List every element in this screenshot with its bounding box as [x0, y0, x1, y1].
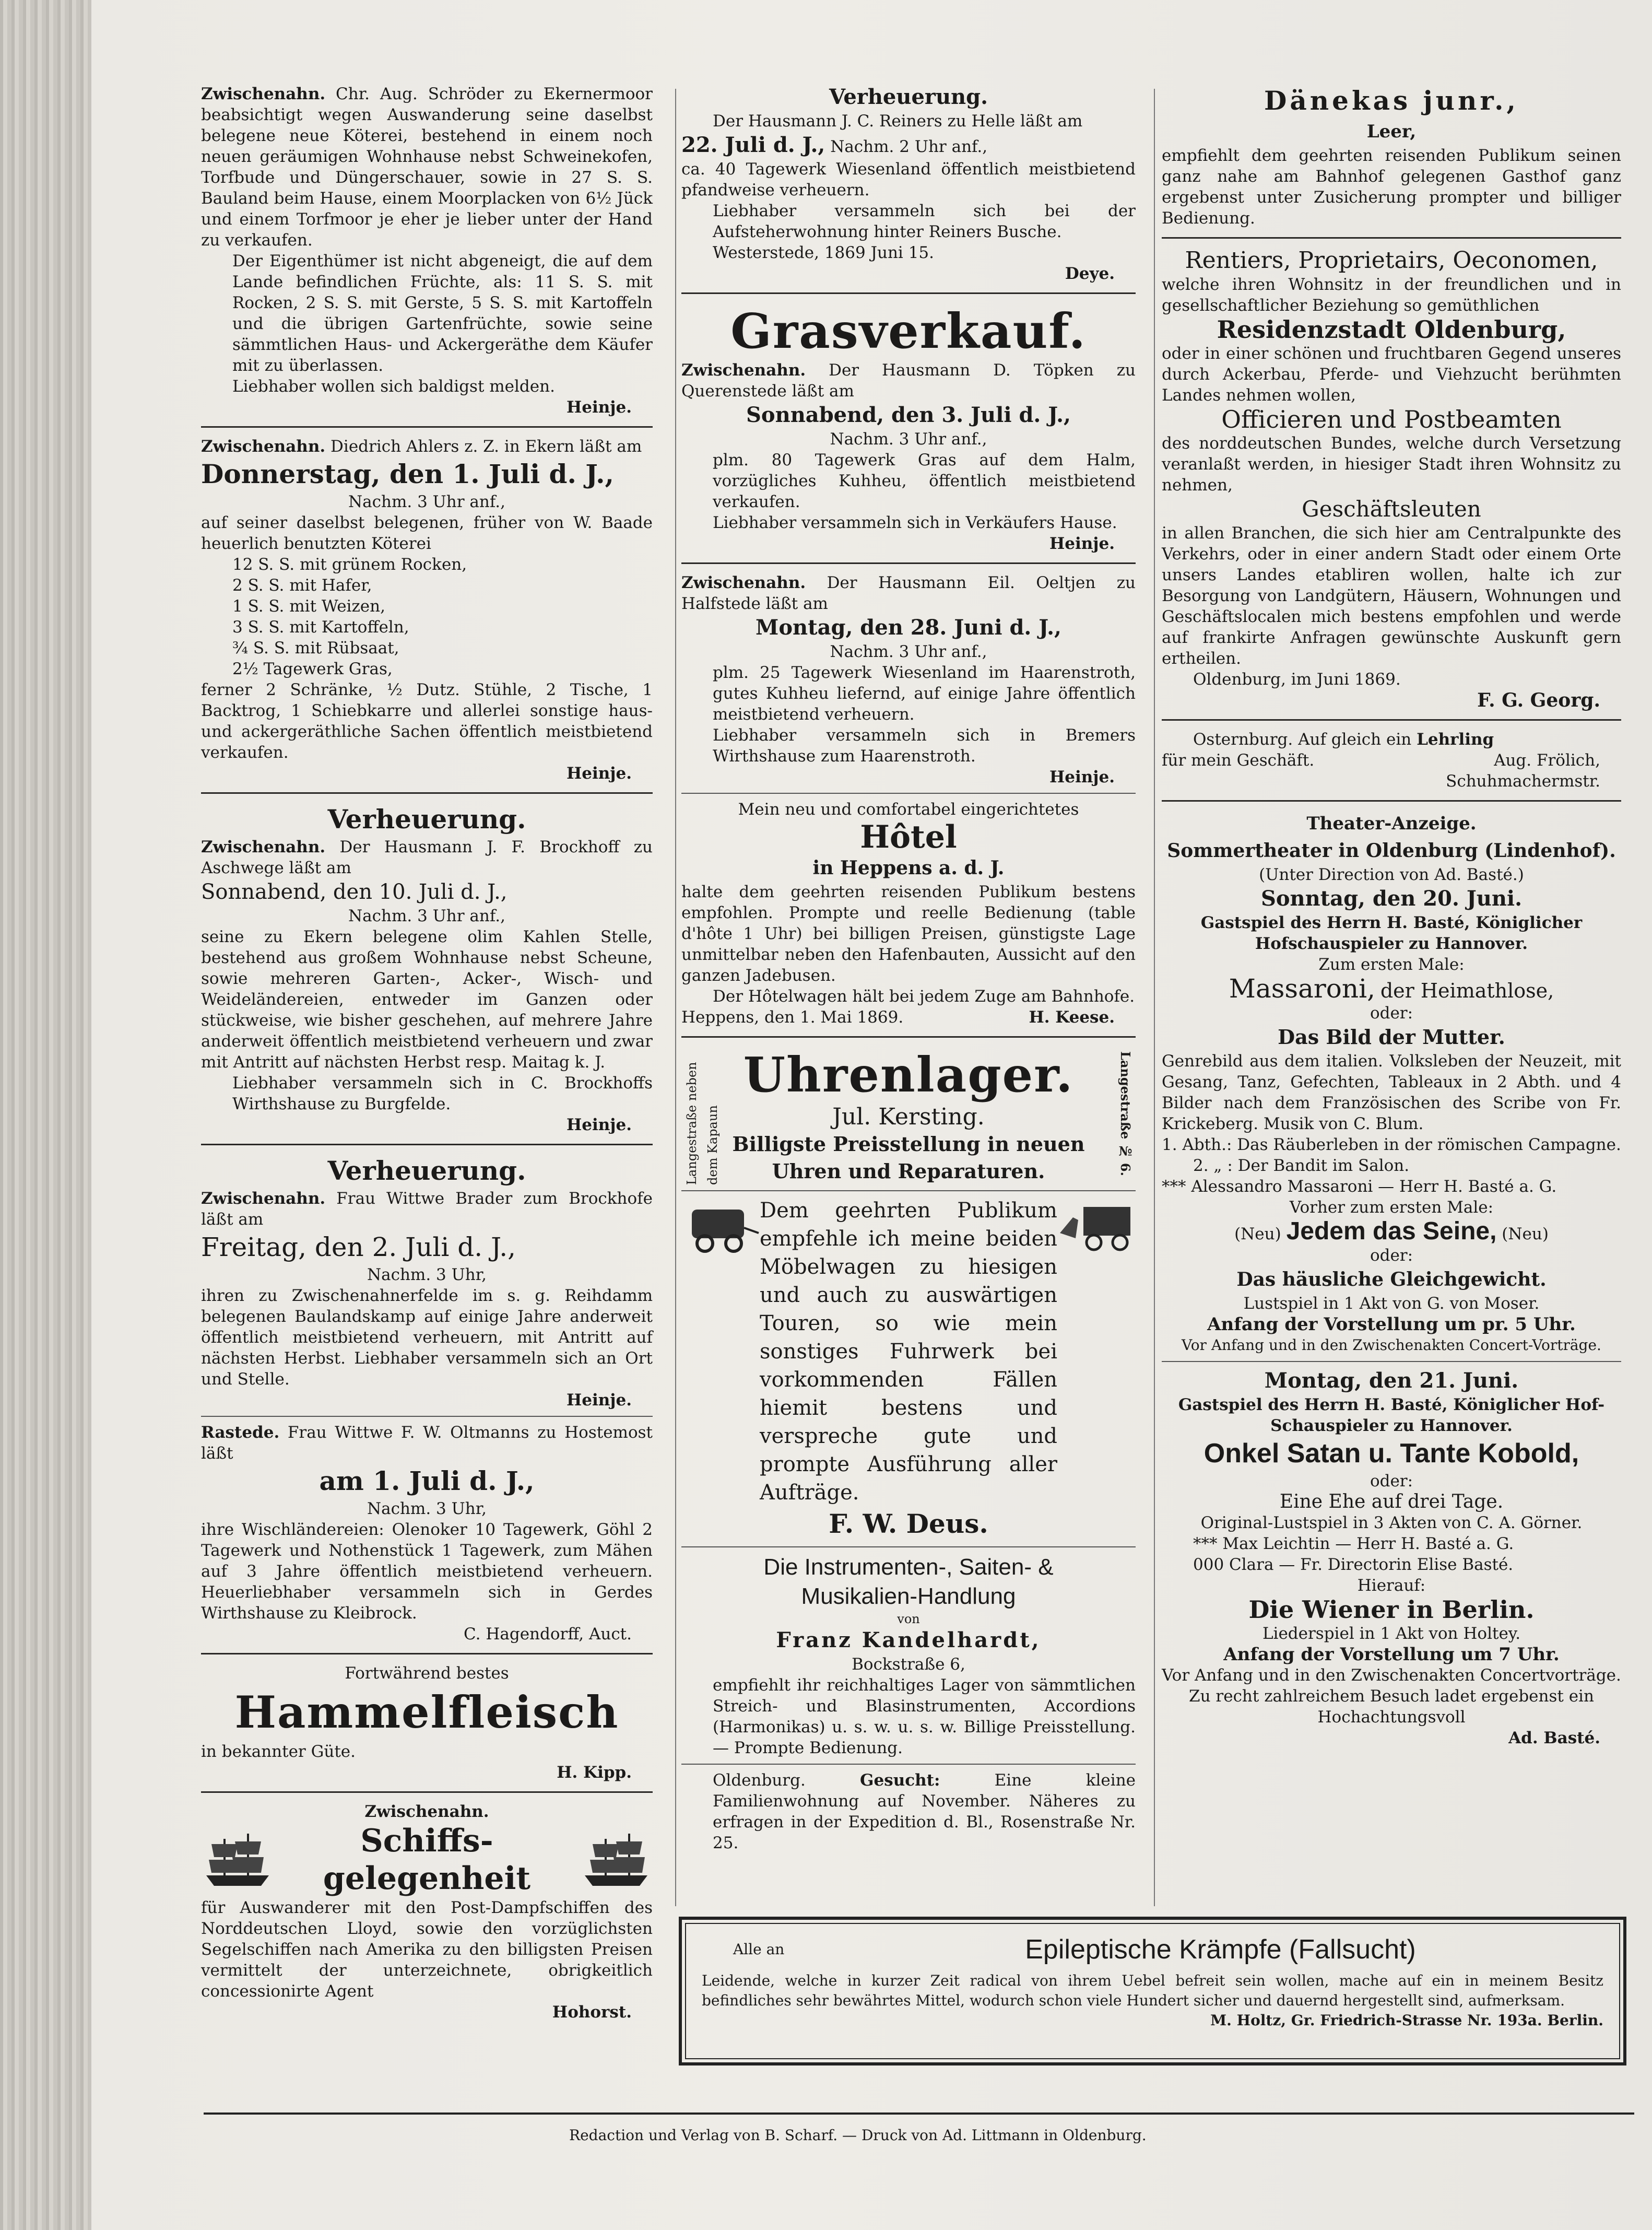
column-divider: [1154, 89, 1155, 1906]
ad-georg: Rentiers, Proprietairs, Oeconomen, welche ihren Wohnsitz in der freundlichen und in gesellschaftlicher Beziehung so gemüthlichen Residenzstadt Oldenburg, oder in einer schönen und fruchtbaren Gegend unseres durch Ackerbau, Pferde- und Viehzucht berühmten Landes nehmen wollen, Officieren und Postbeamten des norddeutschen Bundes, welche durch Versetzung veranlaßt werden, in hiesiger Stadt ihren Wohnsitz zu nehmen, Geschäftsleuten in allen Branchen, die sich hier am Centralpunkte des Verkehrs, oder in einer andern Stadt oder einem Orte unsers Landes etabliren wollen, halte ich zur Besorgung von Landgütern, Häusern, Wohnungen und Geschäftslocalen mich bestens empfohlen und werde auf frankirte Anfragen gewünschte Auskunft gern ertheilen. Oldenburg, im Juni 1869. F. G. Georg.: [1162, 247, 1621, 711]
ad-froelich: Osternburg. Auf gleich ein Lehrling für mein Geschäft. Aug. Frölich, Schuhmachermstr.: [1162, 730, 1600, 791]
divider: [201, 1416, 653, 1417]
ad-reiners: Verheuerung. Der Hausmann J. C. Reiners zu Helle läßt am 22. Juli d. J., Nachm. 2 Uhr anf., ca. 40 Tagewerk Wiesenland öffentlich meistbietend pfandweise verheuern. Liebhaber versammeln sich bei der Aufsteherwohnung hinter Reiners Busche. Westerstede, 1869 Juni 15. Deye.: [681, 85, 1136, 283]
ad-keese: Mein neu und comfortabel eingerichtetes Hôtel in Heppens a. d. J. halte dem geehrten reisenden Publikum bestens empfohlen. Prompte und reelle Bedienung (table d'hôte 1 Uhr) bei billigen Preisen, günstigste Lage unmittelbar neben den Hafenbauten, Aussicht auf den ganzen Jadebusen. Der Hôtelwagen hält bei jedem Zuge am Bahnhofe. Heppens, den 1. Mai 1869. H. Keese.: [681, 800, 1136, 1027]
divider: [201, 426, 653, 428]
ad-daenekas: Dänekas junr., Leer, empfiehlt dem geehrten reisenden Publikum seinen ganz nahe am Bahnhof gelegenen Gasthof ganz ergebenst unter Zusicherung prompter und billiger Bedienung.: [1162, 85, 1621, 228]
ad-gesucht: Oldenburg. Gesucht: Eine kleine Familienwohnung auf November. Näheres zu erfragen in der Expedition d. Bl., Rosenstraße Nr. 25.: [713, 1771, 1136, 1852]
divider: [681, 793, 1136, 794]
column-1: [201, 84, 653, 2023]
column-divider: [675, 89, 676, 1906]
ad-deus: Dem geehrten Publikum empfehle ich meine beiden Möbelwagen zu hiesigen und auch zu auswärtigen Touren, so wie mein sonstiges Fuhrwerk bei vorkommenden Fällen hiemit bestens und verspreche gute und prompte Ausführung aller Aufträge. F. W. Deus.: [681, 1196, 1136, 1541]
epilepsy-ad-box: Alle an Epileptische Krämpfe (Fallsucht) Leidende, welche in kurzer Zeit radical von ihrem Uebel befreit sein wollen, mache auf ein in meinem Besitz befindliches sehr bewährtes Mittel, wodurch schon viele Hundert sicher und dauernd hergestellt sind, aufmerksam. M. Holtz, Gr. Friedrich-Strasse Nr. 193a. Berlin.: [679, 1917, 1626, 2065]
book-spine: [0, 0, 91, 2230]
divider: [681, 562, 1136, 564]
divider: [681, 1036, 1136, 1038]
ad-ahlers: Zwischenahn. Diedrich Ahlers z. Z. in Ekern läßt am Donnerstag, den 1. Juli d. J., Nachm. 3 Uhr anf., auf seiner daselbst belegenen, früher von W. Baade heuerlich benutzten Köterei 12 S. S. mit grünem Rocken, 2 S. S. mit Hafer, 1 S. S. mit Weizen, 3 S. S. mit Kartoffeln, ¾ S. S. mit Rübsaat, 2½ Tagewerk Gras, ferner 2 Schränke, ½ Dutz. Stühle, 2 Tische, 1 Backtrog, 1 Schiebkarre und allerlei sonstige haus- und ackergeräthliche Sachen öffentlich meistbietend verkaufen. Heinje.: [201, 437, 653, 783]
divider: [201, 1144, 653, 1145]
divider: [681, 1764, 1136, 1765]
ad-brader: Verheuerung. Zwischenahn. Frau Wittwe Brader zum Brockhofe läßt am Freitag, den 2. Juli d. J., Nachm. 3 Uhr, ihren zu Zwischenahnerfelde im s. g. Reihdamm belegenen Baulandskamp auf einige Jahre anderweit öffentlich meistbietend verheuern, mit Antritt auf nächsten Herbst. Liebhaber versammeln sich an Ort und Stelle. Heinje.: [201, 1155, 653, 1410]
ad-brockhoff: Verheuerung. Zwischenahn. Der Hausmann J. F. Brockhoff zu Aschwege läßt am Sonnabend, den 10. Juli d. J., Nachm. 3 Uhr anf., seine zu Ekern belegene olim Kahlen Stelle, bestehend aus großem Wohnhause nebst Scheune, sowie mehreren Garten-, Acker-, Wisch- und Weideländereien, entweder im Ganzen oder stückweise, wie bisher geschehen, auf mehrere Jahre anderweit öffentlich meistbietend verheuern und zwar mit Antritt auf nächsten Herbst resp. Maitag k. J. Liebhaber versammeln sich in C. Brockhoffs Wirthshause zu Burgfelde. Heinje.: [201, 804, 653, 1134]
ad-kipp: Fortwährend bestes Hammelfleisch in bekannter Güte. H. Kipp.: [201, 1664, 632, 1782]
divider: [681, 1546, 1136, 1547]
divider: [681, 1190, 1136, 1191]
sailing-ship-icon: [201, 1828, 274, 1891]
divider: [681, 292, 1136, 294]
ad-oeltjen: Zwischenahn. Der Hausmann Eil. Oeltjen zu Halfstede läßt am Montag, den 28. Juni d. J., Nachm. 3 Uhr anf., plm. 25 Tagewerk Wiesenland im Haarenstroth, gutes Kuhheu liefernd, auf einige Jahre öffentlich meistbietend verheuern. Liebhaber versammeln sich in Bremers Wirthshause zum Haarenstroth. Heinje.: [681, 573, 1136, 787]
ad-oltmanns: Rastede. Frau Wittwe F. W. Oltmanns zu Hostemost läßt am 1. Juli d. J., Nachm. 3 Uhr, ihre Wischländereien: Olenoker 10 Tagewerk, Göhl 2 Tagewerk und Nothenstück 1 Tagewerk, zum Mähen auf 3 Jahre öffentlich meistbietend verheuern. Heuerliebhaber versammeln sich in Gerdes Wirthshause zu Kleibrock. C. Hagendorff, Auct.: [201, 1423, 653, 1644]
footer-rule: [204, 2112, 1634, 2115]
column-2: [681, 84, 1136, 1853]
ad-hohorst: Zwischenahn. Schiffs- gelegenheit für Auswanderer mit den Post-Dampfschiffen des Norddeutschen Lloyd, sowie den vorzüglichsten Segelschiffen nach Amerika zu den billigsten Preisen vermittelt der unterzeichnete, obrigkeitlich concessionirte Agent Hohorst.: [201, 1802, 653, 2022]
moving-wagon-icon: [681, 1196, 760, 1254]
sailing-ship-icon: [580, 1828, 653, 1891]
divider: [201, 1653, 653, 1654]
divider: [1162, 800, 1621, 802]
divider: [1162, 237, 1621, 239]
imprint: Redaction und Verlag von B. Scharf. — Druck von Ad. Littmann in Oldenburg.: [569, 2127, 1147, 2144]
ad-toepken: Grasverkauf. Zwischenahn. Der Hausmann D. Töpken zu Querenstede läßt am Sonnabend, den 3. Juli d. J., Nachm. 3 Uhr anf., plm. 80 Tagewerk Gras auf dem Halm, vorzügliches Kuhheu, öffentlich meistbietend verkaufen. Liebhaber versammeln sich in Verkäufers Hause. Heinje.: [681, 303, 1136, 553]
ad-theater: Theater-Anzeige. Sommertheater in Oldenburg (Lindenhof). (Unter Direction von Ad. Basté.) Sonntag, den 20. Juni. Gastspiel des Herrn H. Basté, Königlicher Hofschauspieler zu Hannover. Zum ersten Male: Massaroni, der Heimathlose, oder: Das Bild der Mutter. Genrebild aus dem italien. Volksleben der Neuzeit, mit Gesang, Tanz, Gefechten, Tableaux in 2 Abth. und 4 Bilder nach dem Französischen des Scribe von Fr. Krickeberg. Musik von C. Blum. 1. Abth.: Das Räuberleben in der römischen Campagne. 2. „ : Der Bandit im Salon. *** Alessandro Massaroni — Herr H. Basté a. G. Vorher zum ersten Male: (Neu) Jedem das Seine, (Neu) oder: Das häusliche Gleichgewicht. Lustspiel in 1 Akt von G. von Moser. Anfang der Vorstellung um pr. 5 Uhr. Vor Anfang und in den Zwischenakten Concert-Vorträge. Montag, den 21. Juni. Gastspiel des Herrn H. Basté, Königlicher Hof-Schauspieler zu Hannover. Onkel Satan u. Tante Kobold, oder: Eine Ehe auf drei Tage. Original-Lustspiel in 3 Akten von C. A. Görner. *** Max Leichtin — Herr H. Basté a. G. 000 Clara — Fr. Directorin Elise Basté. Hierauf: Die Wiener in Berlin. Liederspiel in 1 Akt von Holtey. Anfang der Vorstellung um 7 Uhr. Vor Anfang und in den Zwischenakten Concertvorträge. Zu recht zahlreichem Besuch ladet ergebenst ein Hochachtungsvoll Ad. Basté.: [1162, 813, 1621, 1747]
ad-kandelhardt: Die Instrumenten-, Saiten- & Musikalien-Handlung von Franz Kandelhardt, Bockstraße 6, empfiehlt ihr reichhaltiges Lager von sämmtlichen Streich- und Blasinstrumenten, Accordions (Harmonikas) u. s. w. u. s. w. Billige Preisstellung. — Prompte Bedienung.: [713, 1554, 1136, 1757]
ad-schroeder: Zwischenahn. Chr. Aug. Schröder zu Ekernermoor beabsichtigt wegen Auswanderung seine daselbst belegene neue Köterei, bestehend in einem noch neuen geräumigen Wohnhause nebst Schweinekofen, Torfbude und Düngerschauer, sowie in 27 S. S. Bauland beim Hause, einem Moorplacken von 6½ Jück und einem Torfmoor je eher je lieber unter der Hand zu verkaufen. Der Eigenthümer ist nicht abgeneigt, die auf dem Lande befindlichen Früchte, als: 11 S. S. mit Rocken, 2 S. S. mit Gerste, 5 S. S. mit Kartoffeln und die übrigen Gartenfrüchte, sowie seine sämmtlichen Haus- und Ackergeräthe dem Käufer mit zu überlassen. Liebhaber wollen sich baldigst melden. Heinje.: [201, 85, 653, 417]
divider: [201, 792, 653, 794]
ad-kersting: Langestraße neben dem Kapaun Langestraße № 6. Uhrenlager. Jul. Kersting. Billigste Preisstellung in neuen Uhren und Reparaturen.: [685, 1047, 1133, 1185]
divider: [1162, 1361, 1621, 1362]
column-3: [1162, 84, 1621, 1748]
horse-carriage-icon: [1057, 1196, 1136, 1254]
divider: [201, 1791, 653, 1793]
divider: [1162, 719, 1621, 721]
